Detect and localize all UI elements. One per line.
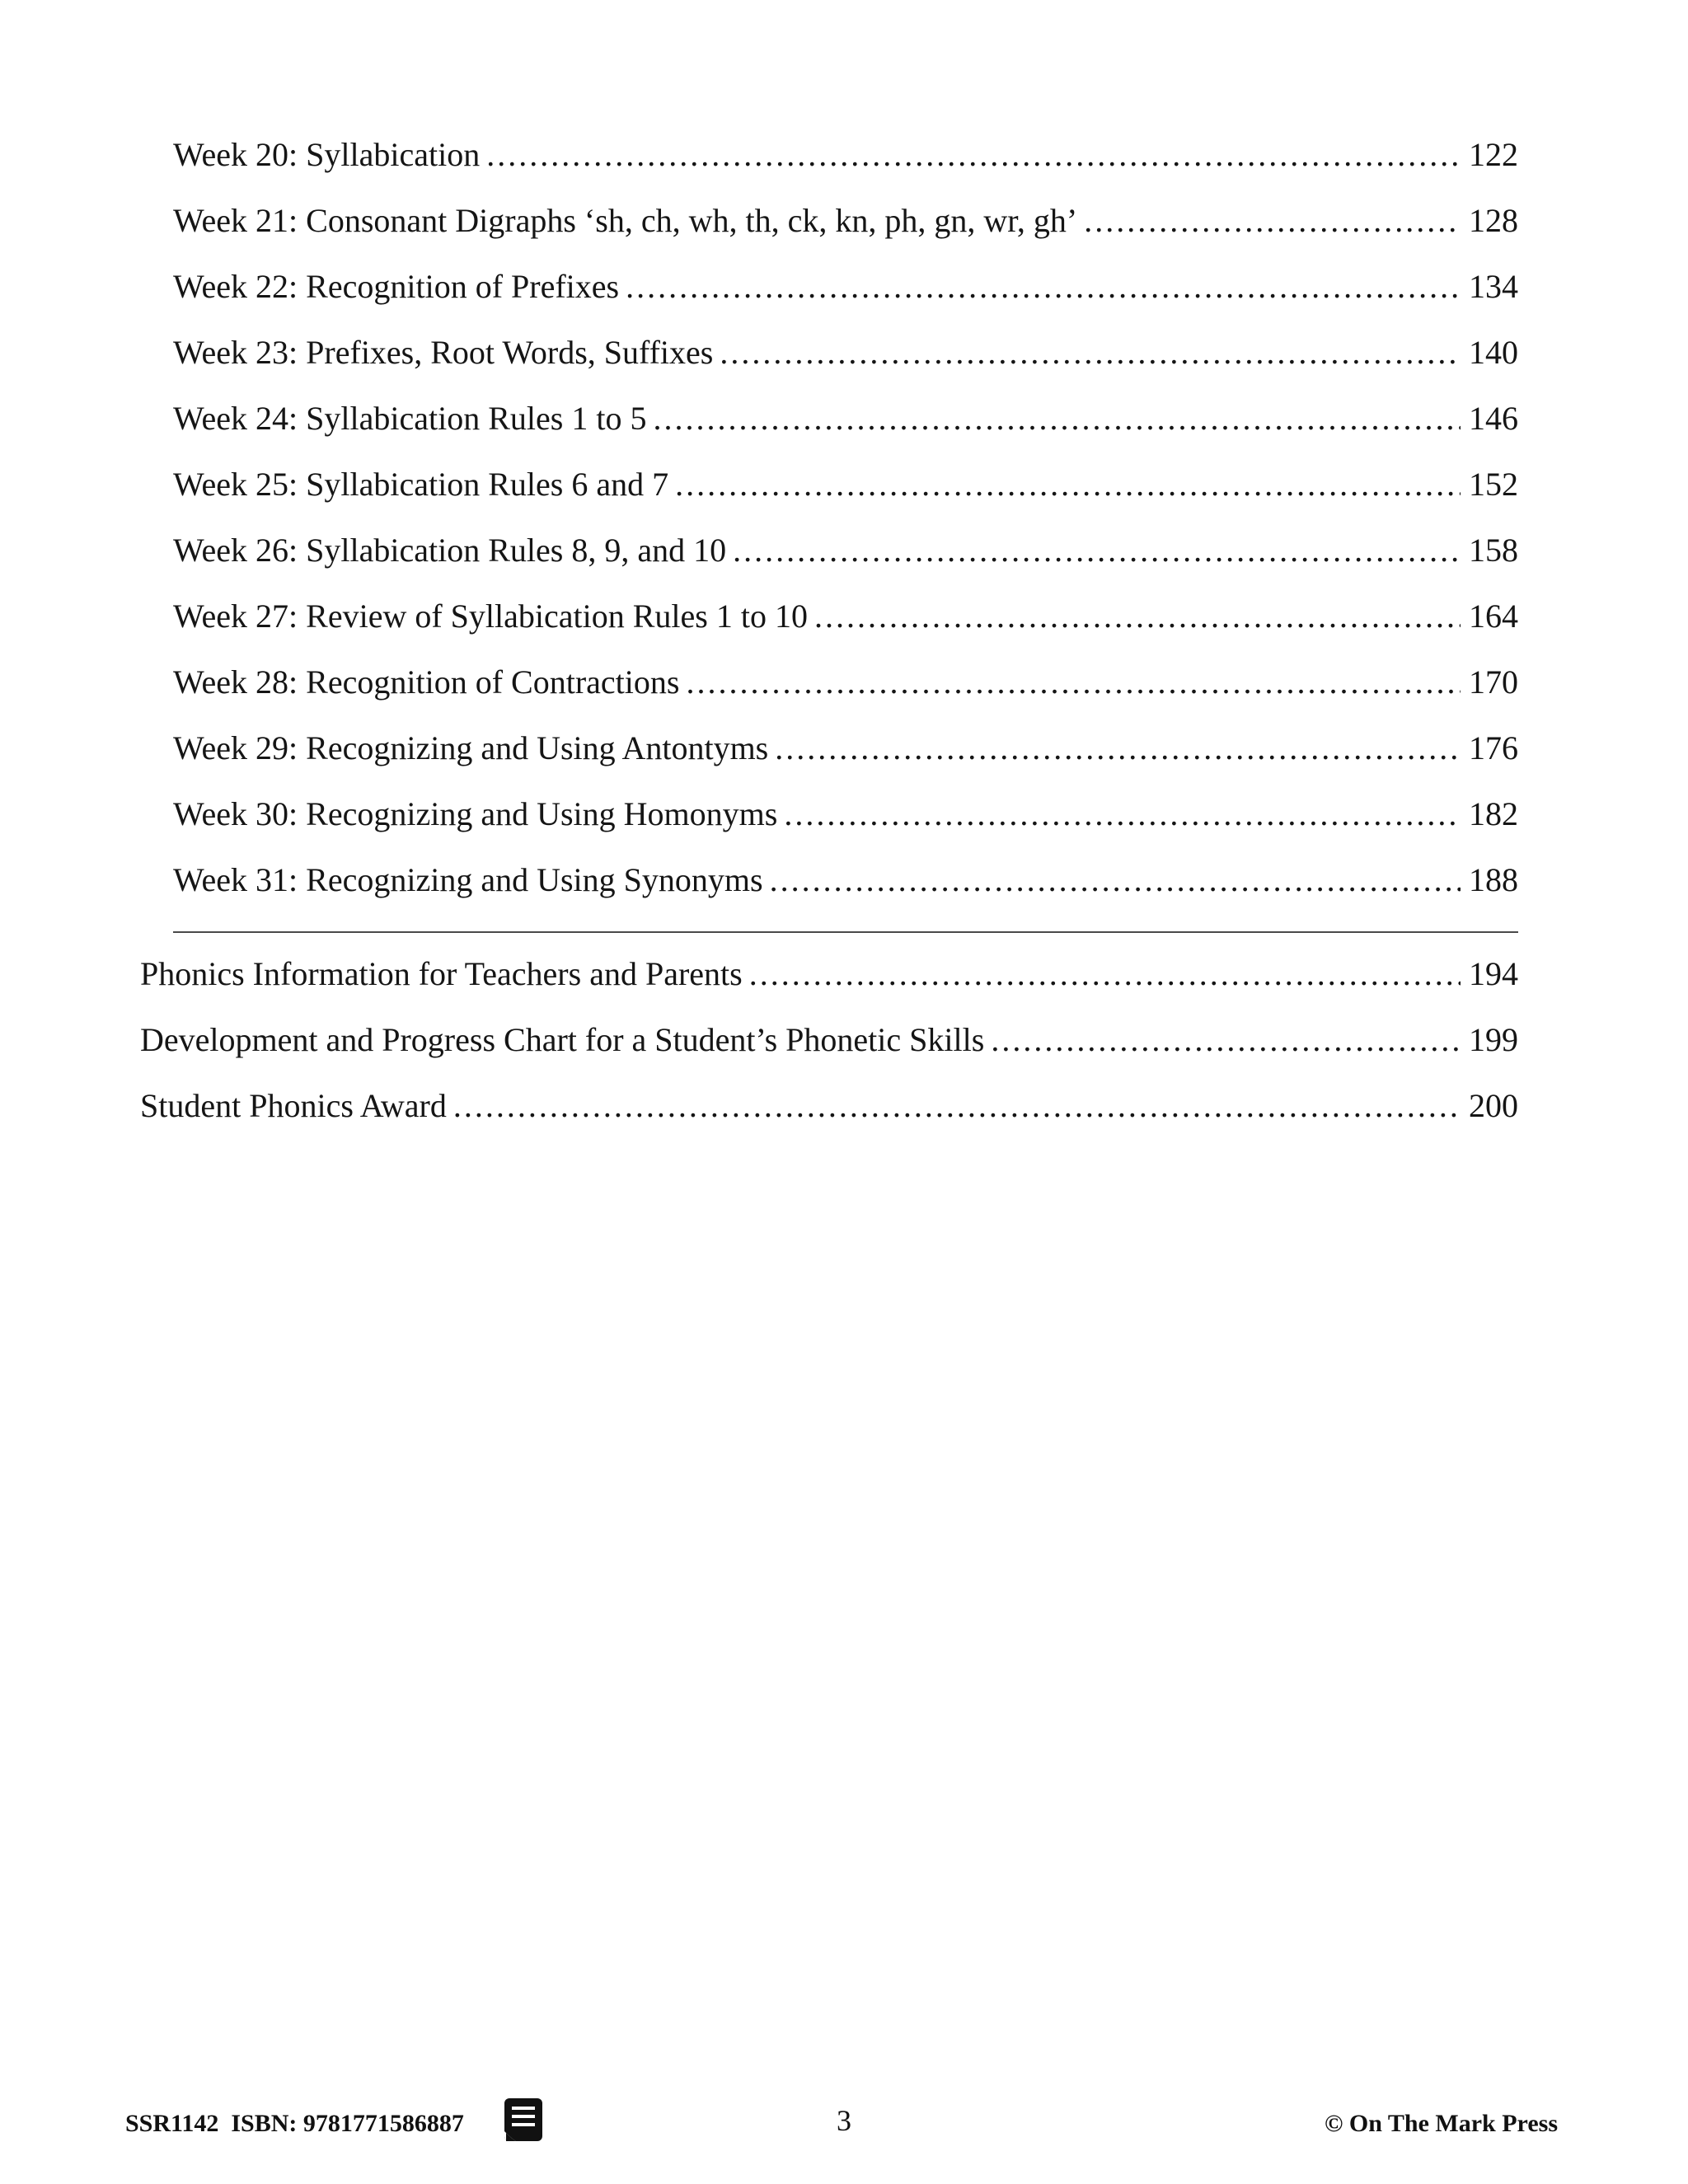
toc-entry-page: 146: [1469, 400, 1518, 437]
toc-entry-label: Development and Progress Chart for a Student’s Phonetic Skills: [140, 1021, 985, 1058]
toc-entry: [140, 781, 1518, 847]
toc-leader-dots: [770, 847, 1461, 913]
toc-entry: [140, 715, 1518, 781]
toc-leader-dots: [784, 781, 1461, 847]
toc-entry-label: Week 23: Prefixes, Root Words, Suffixes: [173, 334, 714, 371]
toc-entry-page: 134: [1469, 268, 1518, 305]
toc-entry-page: 188: [1469, 861, 1518, 898]
toc-weeks-section: [140, 122, 1518, 913]
toc-leader-dots: [775, 715, 1461, 781]
toc-leader-dots: [486, 122, 1461, 188]
toc-entry: [140, 386, 1518, 452]
publisher-logo-icon: [501, 2095, 547, 2144]
toc-entry-label: Week 25: Syllabication Rules 6 and 7: [173, 466, 669, 503]
toc-entry: [140, 1007, 1518, 1073]
toc-entry-label: Week 21: Consonant Digraphs ‘sh, ch, wh, th, ck, kn, ph, gn, wr, gh’: [173, 202, 1078, 239]
toc-entry-page: 170: [1469, 663, 1518, 701]
toc-leader-dots: [653, 386, 1461, 452]
toc-entry-label: Week 27: Review of Syllabication Rules 1 to 10: [173, 598, 808, 635]
toc-entry: [140, 452, 1518, 518]
page-footer: [0, 2092, 1688, 2144]
toc-entry: [140, 320, 1518, 386]
toc-entry-label: Week 26: Syllabication Rules 8, 9, and 10: [173, 532, 727, 569]
toc-entry-label: Phonics Information for Teachers and Parents: [140, 955, 743, 992]
toc-leader-dots: [1084, 188, 1461, 254]
toc-entry-page: 140: [1469, 334, 1518, 371]
toc-entry-page: 182: [1469, 795, 1518, 832]
page-number: 3: [837, 2104, 851, 2137]
toc-entry-label: Week 30: Recognizing and Using Homonyms: [173, 795, 778, 832]
toc-entry-label: Week 29: Recognizing and Using Antontyms: [173, 729, 769, 766]
toc-entry-label: Student Phonics Award: [140, 1087, 447, 1124]
toc-entry-label: Week 22: Recognition of Prefixes: [173, 268, 620, 305]
toc-entry-page: 128: [1469, 202, 1518, 239]
section-divider: [173, 931, 1518, 933]
toc-entry-label: Week 20: Syllabication: [173, 136, 481, 173]
toc-leader-dots: [814, 583, 1461, 649]
toc-leader-dots: [733, 518, 1461, 583]
toc-entry: [140, 649, 1518, 715]
toc-entry-page: 199: [1469, 1021, 1518, 1058]
toc-entry-page: 176: [1469, 729, 1518, 766]
toc-leader-dots: [991, 1007, 1461, 1073]
toc-entry-page: 200: [1469, 1087, 1518, 1124]
toc-leader-dots: [626, 254, 1461, 320]
toc-leader-dots: [453, 1073, 1461, 1139]
toc-entry: [140, 188, 1518, 254]
toc-entry-page: 122: [1469, 136, 1518, 173]
toc-entry: [140, 122, 1518, 188]
toc-entry: [140, 941, 1518, 1007]
toc-entry-page: 158: [1469, 532, 1518, 569]
copyright-text: © On The Mark Press: [1325, 2110, 1558, 2137]
toc-entry: [140, 254, 1518, 320]
toc-entry: [140, 518, 1518, 583]
toc-leader-dots: [749, 941, 1461, 1007]
toc-entry-page: 152: [1469, 466, 1518, 503]
toc-entry-label: Week 28: Recognition of Contractions: [173, 663, 680, 701]
toc-leader-dots: [686, 649, 1461, 715]
toc-entry-label: Week 31: Recognizing and Using Synonyms: [173, 861, 763, 898]
toc-leader-dots: [720, 320, 1461, 386]
toc-extras-section: [140, 941, 1518, 1139]
toc-entry-label: Week 24: Syllabication Rules 1 to 5: [173, 400, 647, 437]
toc-leader-dots: [675, 452, 1461, 518]
toc-entry: [140, 1073, 1518, 1139]
toc-entry: [140, 583, 1518, 649]
toc-entry-page: 194: [1469, 955, 1518, 992]
toc-entry: [140, 847, 1518, 913]
toc-entry-page: 164: [1469, 598, 1518, 635]
product-code-isbn: SSR1142 ISBN: 9781771586887: [125, 2110, 464, 2137]
